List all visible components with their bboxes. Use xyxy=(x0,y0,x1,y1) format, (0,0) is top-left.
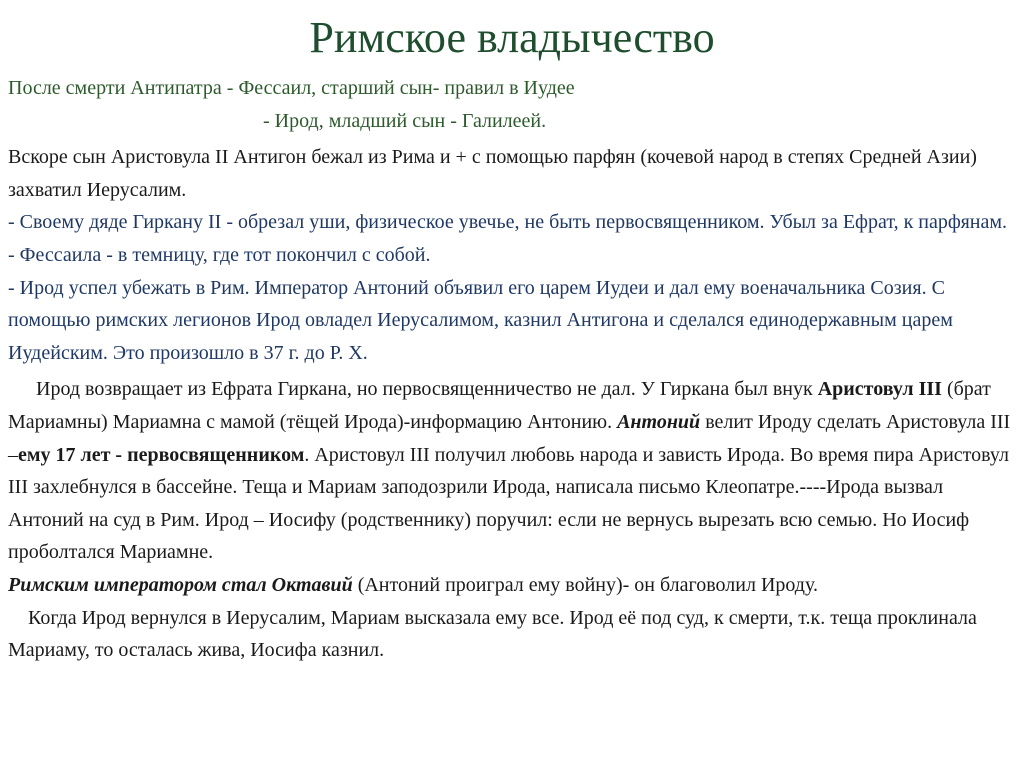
paragraph-fessail-prison: - Фессаила - в темницу, где тот покончил с собой. xyxy=(8,243,431,266)
paragraph-herod-rome: - Ирод успел убежать в Рим. Император Антоний объявил его царем Иудеи и дал ему военачальника Созия. С помощью римских легионов Ирод овладел Иерусалимом, казнил Антигона и сделался единодержавным царем Иудейским. Это произошло в 37 г. до Р. Х. xyxy=(8,276,953,364)
bold-high-priest: ему 17 лет - первосвященником xyxy=(18,443,305,466)
paragraph-antigonus: Вскоре сын Аристовула II Антигон бежал из Рима и + с помощью парфян (кочевой народ в степях Средней Азии) захватил Иерусалим. xyxy=(8,146,977,201)
paragraph-octavius xyxy=(8,569,1013,602)
slide-body xyxy=(8,72,1013,667)
text-segment: Ирод возвращает из Ефрата Гиркана, но первосвященничество не дал. У Гиркана был внук xyxy=(36,378,818,401)
paragraph-herod-galilee: - Ирод, младший сын - Галилеей. xyxy=(263,109,547,132)
paragraph-fessail: После смерти Антипатра - Фессаил, старший сын- правил в Иудее xyxy=(8,77,575,99)
text-segment: (брат Мариамны) Мариамна с мамой (тёщей Ирода)-информацию Антонию. xyxy=(8,378,991,433)
bold-aristobulus: Аристовул III xyxy=(817,378,942,401)
paragraph-mariam: Когда Ирод вернулся в Иерусалим, Мариам высказала ему все. Ирод её под суд, к смерти, т.к. теща проклинала Мариаму, то осталась жива, Иосифа казнил. xyxy=(8,606,977,662)
paragraph-aristobulus xyxy=(8,373,1013,569)
paragraph-hyrcanus: - Своему дяде Гиркану II - обрезал уши, физическое увечье, не быть первосвященником. Убыл за Ефрат, к парфянам. xyxy=(8,211,1008,234)
text-segment: велит Ироду сделать Аристовула III – xyxy=(8,410,1011,466)
text-segment: (Антоний проиграл ему войну)- он благоволил Ироду. xyxy=(352,573,818,596)
slide-title: Римское владычество xyxy=(309,13,715,62)
bold-italic-octavius: Римским императором стал Октавий xyxy=(8,573,353,596)
text-segment: . Аристовул III получил любовь народа и зависть Ирода. Во время пира Аристовул III захлебнулся в бассейне. Теща и Мариам заподозрили Ирода, написала письмо Клеопатре.----Ирода вызвал Антоний на суд в Рим. Ирод – Иосифу (родственнику) поручил: если не вернусь вырезать всю семью. Но Иосиф проболтался Мариамне. xyxy=(8,443,1010,564)
bold-italic-antony: Антоний xyxy=(617,410,701,433)
